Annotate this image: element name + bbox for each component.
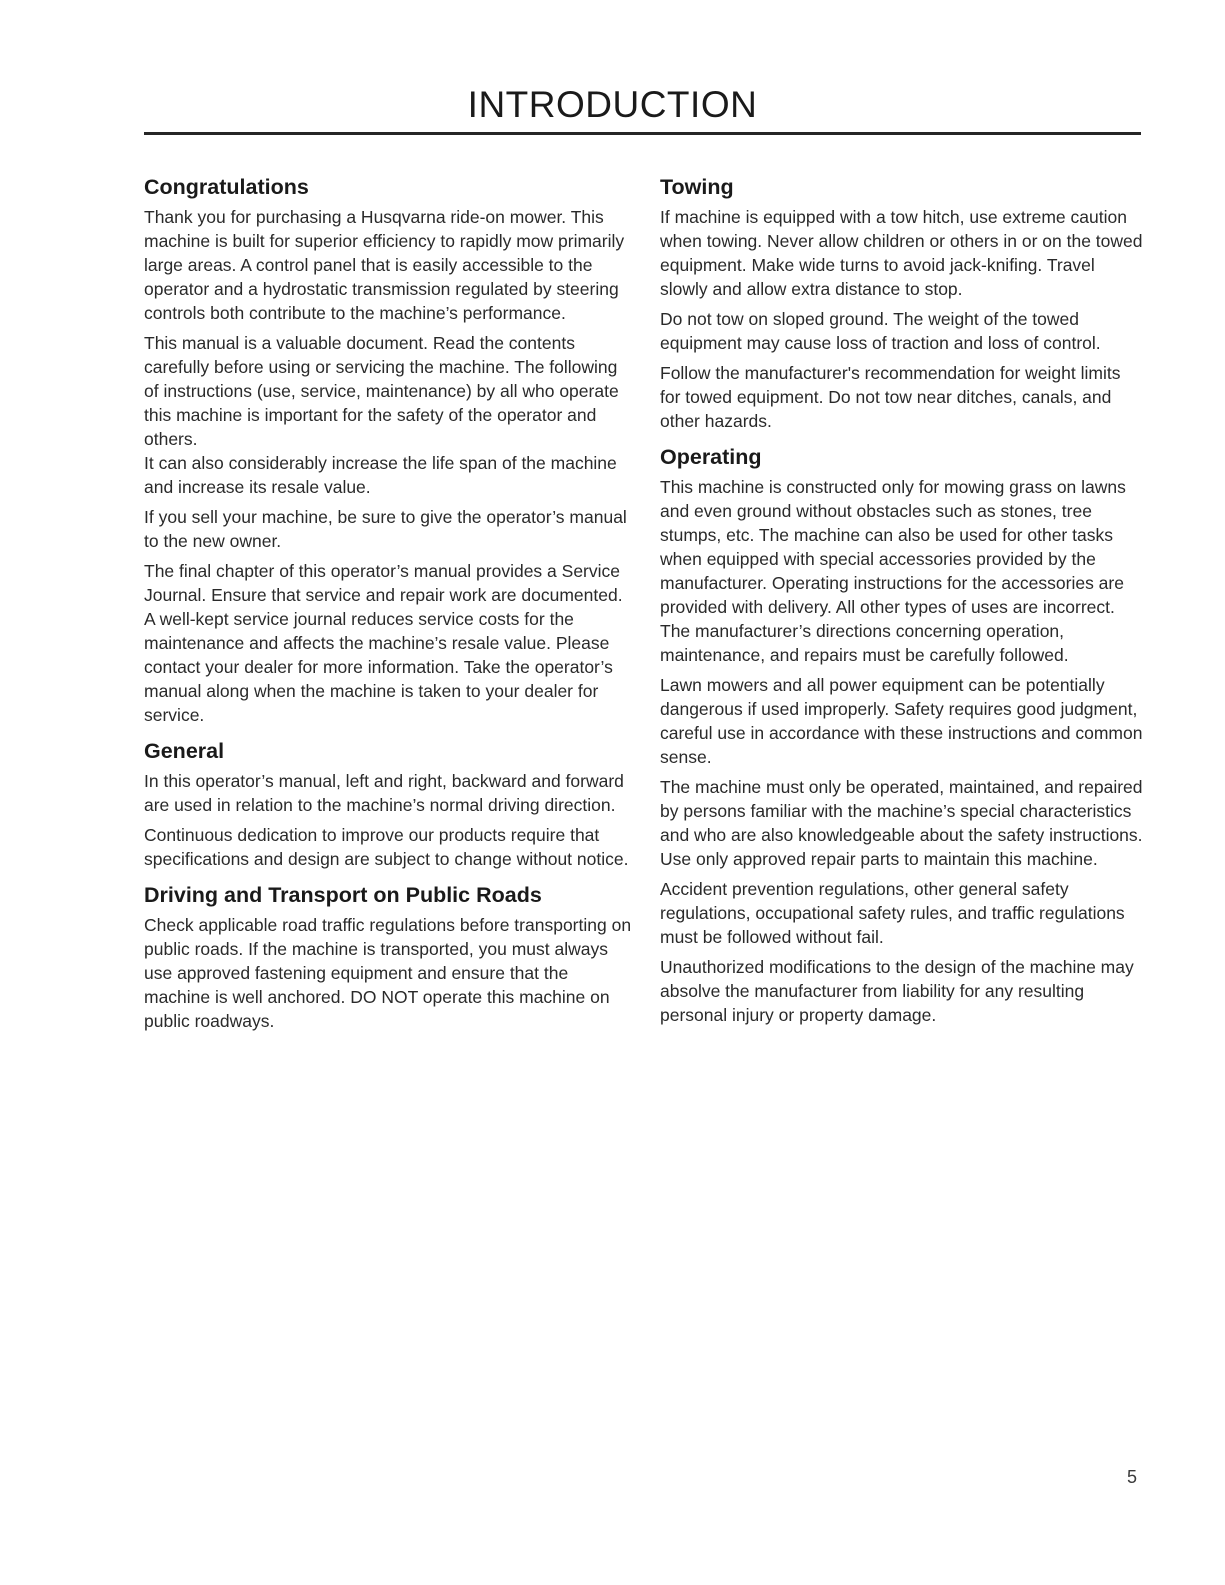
paragraph: Thank you for purchasing a Husqvarna ride-on mower. This machine is built for superior efficiency to rapidly mow primarily large areas. A control panel that is easily accessible to the operator and a hydrostatic transmission regulated by steering controls both contribute to the machine’s performance.	[144, 207, 625, 323]
paragraph: If you sell your machine, be sure to give the operator’s manual to the new owner.	[144, 507, 627, 551]
section-operating	[660, 442, 1145, 1027]
paragraph: Follow the manufacturer's recommendation for weight limits for towed equipment. Do not tow near ditches, canals, and other hazards.	[660, 363, 1121, 431]
section-driving-transport	[144, 880, 634, 1033]
paragraph: The final chapter of this operator’s manual provides a Service Journal. Ensure that service and repair work are documented. A well-kept service journal reduces service costs for the maintenance and affects the machine’s resale value. Please contact your dealer for more information. Take the operator’s manual along when the machine is taken to your dealer for service.	[144, 561, 623, 725]
section-congratulations	[144, 172, 634, 727]
paragraph: This manual is a valuable document. Read the contents carefully before using or servicing the machine. The following of instructions (use, service, maintenance) by all who operate this machine is important for the safety of the operator and others.	[144, 333, 619, 449]
right-column	[660, 172, 1145, 1033]
paragraph: The machine must only be operated, maintained, and repaired by persons familiar with the machine’s special characteristics and who are also knowledgeable about the safety instructions. Use only approved repair parts to maintain this machine.	[660, 777, 1143, 869]
title-divider	[144, 132, 1141, 135]
paragraph: Unauthorized modifications to the design of the machine may absolve the manufacturer from liability for any resulting personal injury or property damage.	[660, 957, 1134, 1025]
paragraph: Check applicable road traffic regulations before transporting on public roads. If the machine is transported, you must always use approved fastening equipment and ensure that the machine is well anchored. DO NOT operate this machine on public roadways.	[144, 915, 632, 1031]
paragraph: In this operator’s manual, left and right, backward and forward are used in relation to the machine’s normal driving direction.	[144, 771, 624, 815]
paragraph: It can also considerably increase the life span of the machine and increase its resale value.	[144, 453, 617, 497]
section-heading-congratulations: Congratulations	[144, 175, 309, 199]
page-title: INTRODUCTION	[467, 84, 758, 125]
left-column	[144, 172, 634, 1039]
paragraph: Continuous dedication to improve our products require that specifications and design are subject to change without notice.	[144, 825, 629, 869]
paragraph: Lawn mowers and all power equipment can be potentially dangerous if used improperly. Safety requires good judgment, careful use in accordance with these instructions and common sense.	[660, 675, 1143, 767]
section-heading-towing: Towing	[660, 175, 734, 199]
page-number: 5	[1126, 1467, 1137, 1487]
section-heading-operating: Operating	[660, 445, 762, 469]
paragraph: If machine is equipped with a tow hitch, use extreme caution when towing. Never allow children or others in or on the towed equipment. Make wide turns to avoid jack-knifing. Travel slowly and allow extra distance to stop.	[660, 207, 1143, 299]
paragraph: Do not tow on sloped ground. The weight of the towed equipment may cause loss of traction and loss of control.	[660, 309, 1101, 353]
paragraph: This machine is constructed only for mowing grass on lawns and even ground without obstacles such as stones, tree stumps, etc. The machine can also be used for other tasks when equipped with special accessories provided by the manufacturer. Operating instructions for the accessories are provided with delivery. All other types of uses are incorrect. The manufacturer’s directions concerning operation, maintenance, and repairs must be carefully followed.	[660, 477, 1126, 665]
section-general	[144, 736, 634, 871]
section-heading-driving-transport: Driving and Transport on Public Roads	[144, 883, 542, 907]
paragraph: Accident prevention regulations, other general safety regulations, occupational safety rules, and traffic regulations must be followed without fail.	[660, 879, 1125, 947]
section-towing	[660, 172, 1145, 433]
section-heading-general: General	[144, 739, 225, 763]
